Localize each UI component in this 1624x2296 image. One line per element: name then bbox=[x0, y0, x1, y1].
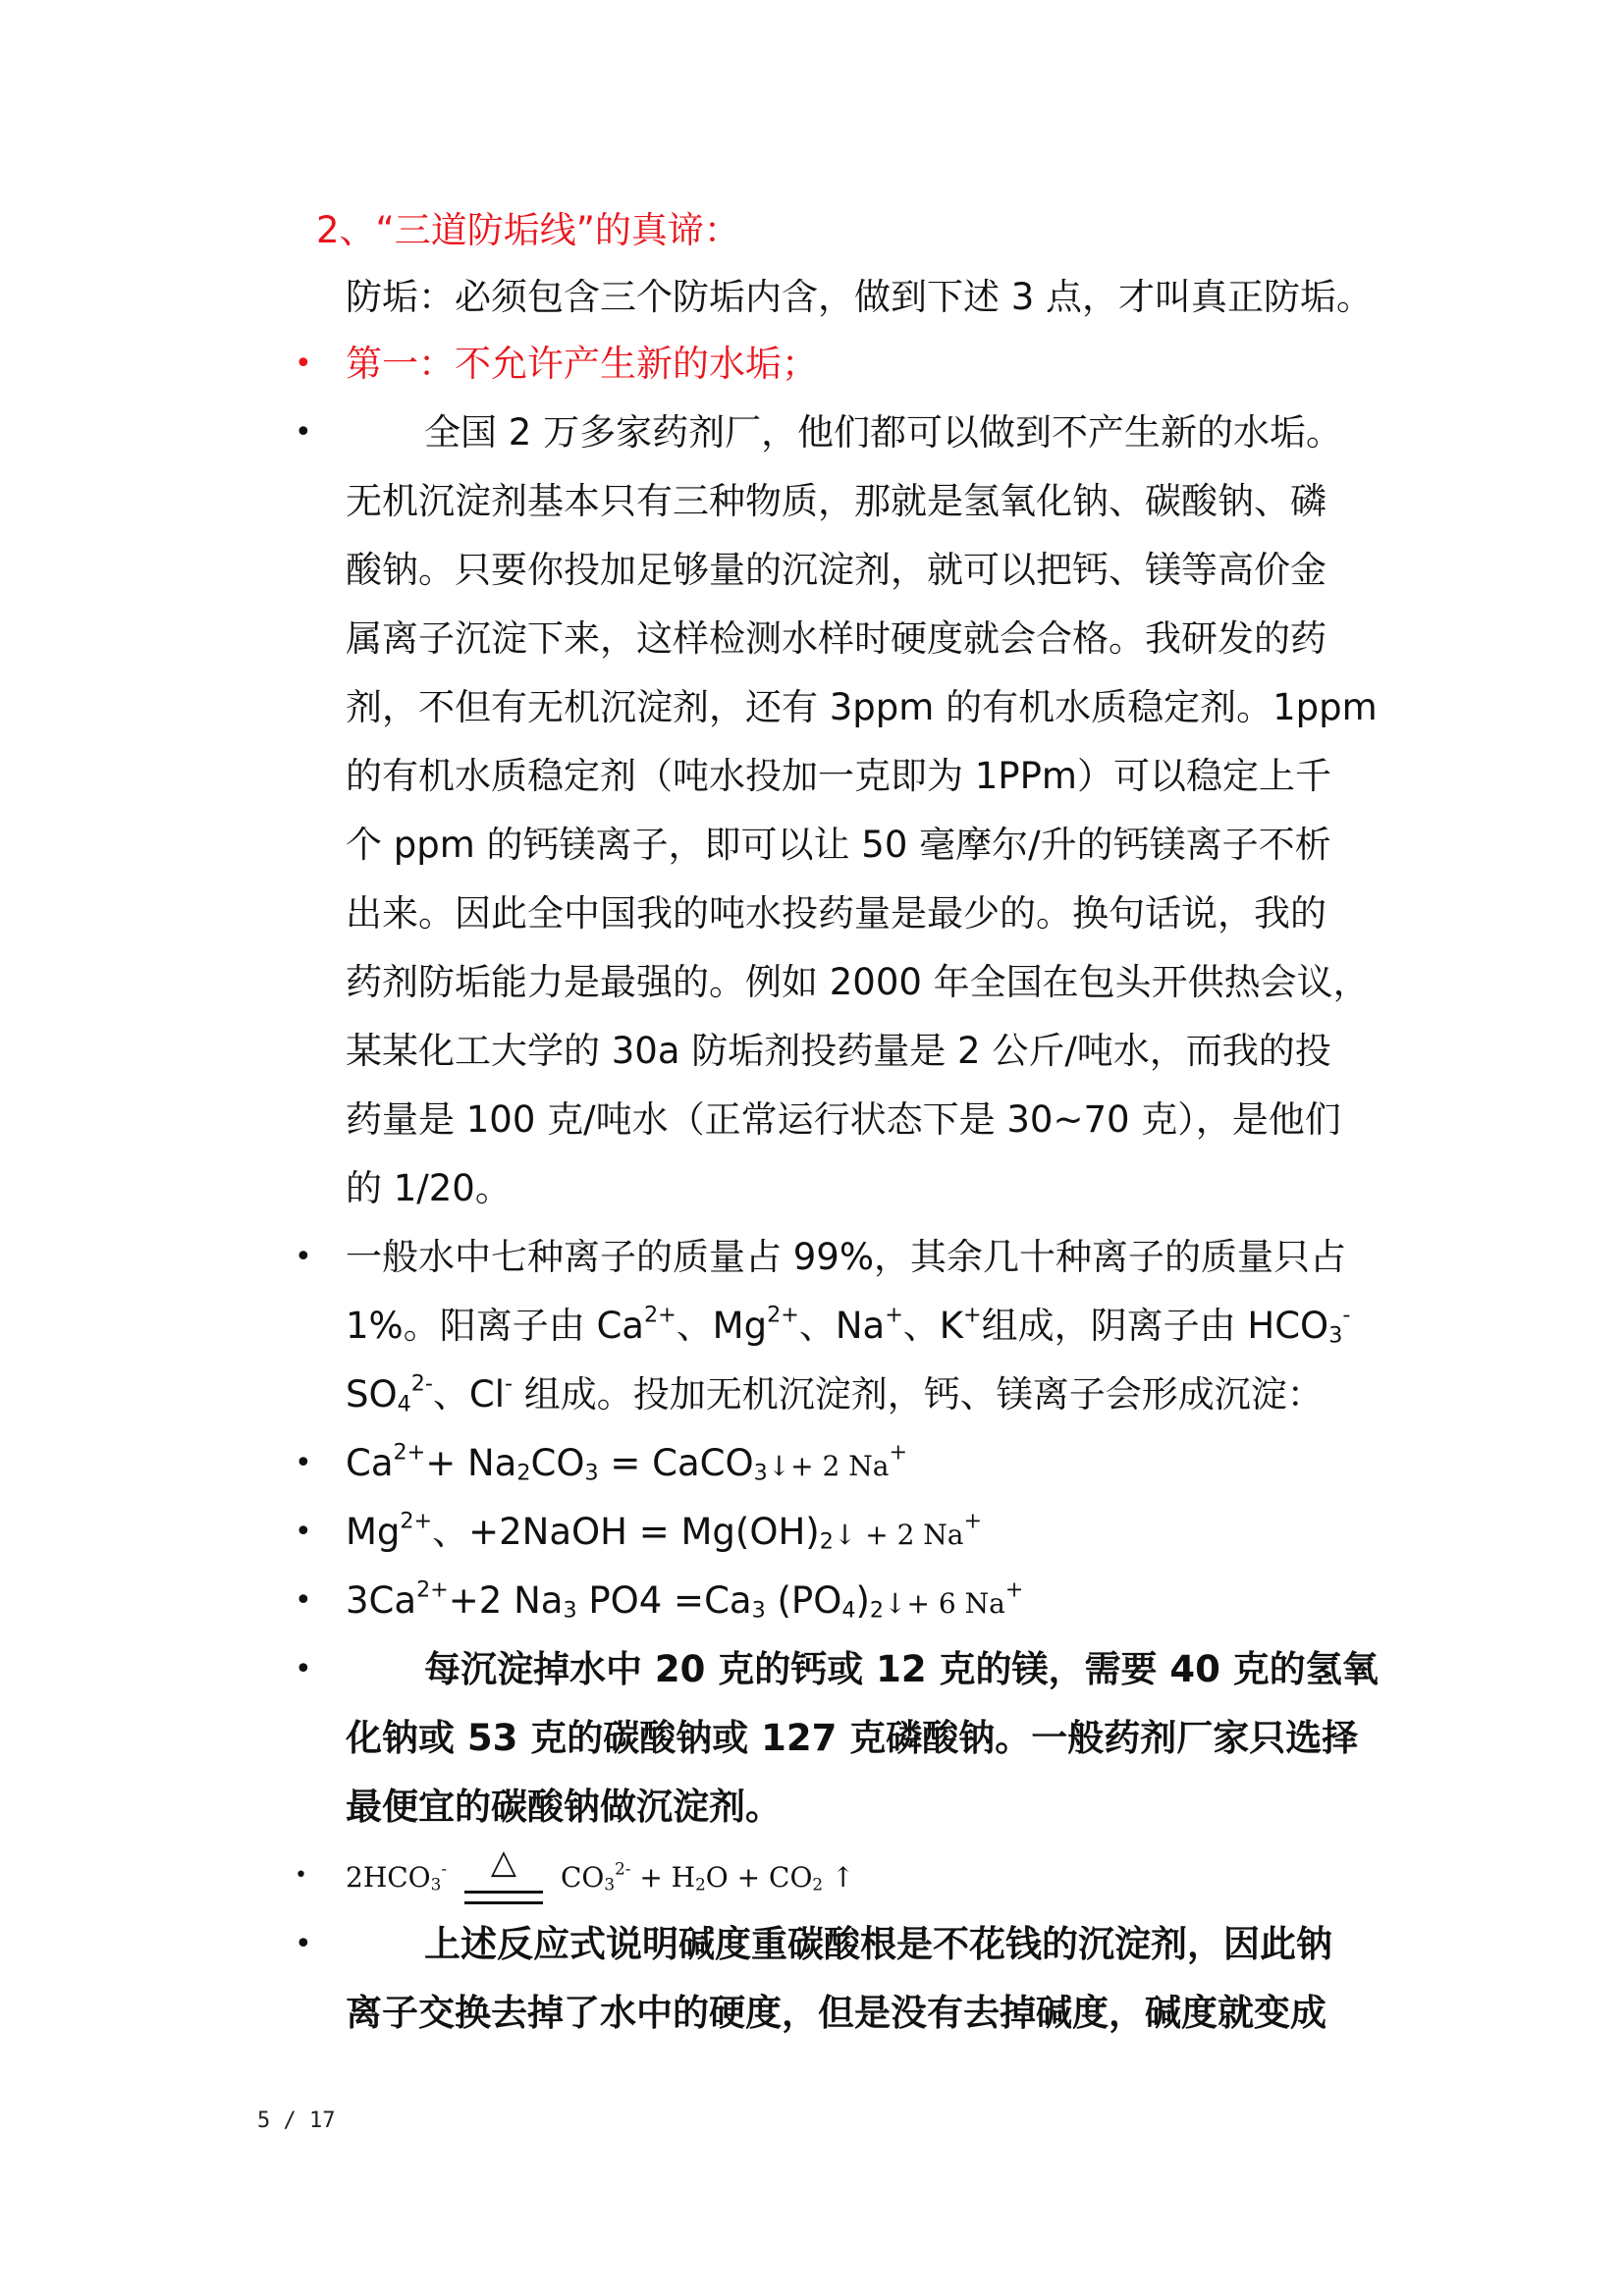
para1-line-1: 全国 2 万多家药剂厂，他们都可以做到不产生新的水垢。 bbox=[424, 411, 1343, 454]
para4-line-2: 离子交换去掉了水中的硬度，但是没有去掉碱度，碱度就变成 bbox=[346, 1992, 1326, 2034]
para2-line-3: $SO_4^{2-}$、Cl- 组成。投加无机沉淀剂，钙、镁离子会形成沉淀： bbox=[346, 1370, 1324, 1417]
para1-line-8: 出来。因此全中国我的吨水投药量是最少的。换句话说，我的 bbox=[346, 892, 1326, 934]
bullet-marker: • bbox=[295, 1446, 312, 1480]
para4-line-1: 上述反应式说明碱度重碳酸根是不花钱的沉淀剂，因此钠 bbox=[424, 1923, 1332, 1965]
bullet-marker: • bbox=[295, 347, 312, 381]
equation-bicarbonate-decomposition: $2HCO_3^-$ △ $CO_3^{2-} + H_2O + CO_2$ ↑ bbox=[346, 1842, 854, 1912]
para3-line-1: 每沉淀掉水中 20 克的钙或 12 克的镁，需要 40 克的氢氧 bbox=[424, 1648, 1379, 1690]
para3-line-3: 最便宜的碳酸钠做沉淀剂。 bbox=[346, 1786, 782, 1828]
para1-line-2: 无机沉淀剂基本只有三种物质，那就是氢氧化钠、碳酸钠、磷 bbox=[346, 480, 1326, 522]
bullet-marker: • bbox=[295, 415, 312, 450]
bullet-marker: • bbox=[295, 1863, 307, 1888]
heat-equilibrium-sign: △ bbox=[464, 1842, 543, 1912]
para3-line-2: 化钠或 53 克的碳酸钠或 127 克磷酸钠。一般药剂厂家只选择 bbox=[346, 1717, 1359, 1759]
para1-line-9: 药剂防垢能力是最强的。例如 2000 年全国在包头开供热会议， bbox=[346, 961, 1370, 1003]
equation-calcium-phosphate: $3Ca^{2+}+2$ $Na_3$ $PO4 =Ca_3$ $(PO_4)_2↓+ 6$ Na+ bbox=[346, 1576, 1024, 1624]
bullet-marker: • bbox=[295, 1583, 312, 1618]
section-heading: 2、“三道防垢线”的真谛： bbox=[316, 209, 740, 251]
para2-line-2: 1%。阳离子由 $Ca^{2+}$、$Mg^{2+}$、Na+、K+组成，阴离子由 $HCO_3^-$ bbox=[346, 1302, 1351, 1349]
para1-line-12: 的 1/20。 bbox=[346, 1167, 512, 1209]
page-number: 5 / 17 bbox=[257, 2109, 336, 2133]
para1-line-5: 剂，不但有无机沉淀剂，还有 3ppm 的有机水质稳定剂。1ppm bbox=[346, 686, 1378, 728]
intro-line: 防垢：必须包含三个防垢内含，做到下述 3 点，才叫真正防垢。 bbox=[346, 276, 1374, 318]
equation-calcium-carbonate: $Ca^{2+}+ Na_2CO_3$ = CaCO$_3$↓+ 2 Na+ bbox=[346, 1439, 908, 1486]
para2-line-1: 一般水中七种离子的质量占 99%，其余几十种离子的质量只占 bbox=[346, 1236, 1346, 1278]
bullet-marker: • bbox=[295, 1240, 312, 1274]
bullet-marker: • bbox=[295, 1652, 312, 1686]
para1-line-6: 的有机水质稳定剂（吨水投加一克即为 1PPm）可以稳定上千 bbox=[346, 755, 1331, 797]
para1-line-7: 个 ppm 的钙镁离子，即可以让 50 毫摩尔/升的钙镁离子不析 bbox=[346, 824, 1331, 866]
para1-line-3: 酸钠。只要你投加足够量的沉淀剂，就可以把钙、镁等高价金 bbox=[346, 549, 1326, 591]
para1-line-10: 某某化工大学的 30a 防垢剂投药量是 2 公斤/吨水，而我的投 bbox=[346, 1030, 1331, 1072]
bullet-marker: • bbox=[295, 1927, 312, 1961]
point1-title: 第一：不允许产生新的水垢； bbox=[346, 343, 818, 385]
para1-line-4: 属离子沉淀下来，这样检测水样时硬度就会合格。我研发的药 bbox=[346, 617, 1326, 660]
para1-line-11: 药量是 100 克/吨水（正常运行状态下是 30~70 克），是他们 bbox=[346, 1098, 1341, 1141]
equation-magnesium-hydroxide: $Mg^{2+}$、+2NaOH = $Mg(OH)_2↓ + 2$ Na+ bbox=[346, 1508, 983, 1555]
bullet-marker: • bbox=[295, 1515, 312, 1549]
